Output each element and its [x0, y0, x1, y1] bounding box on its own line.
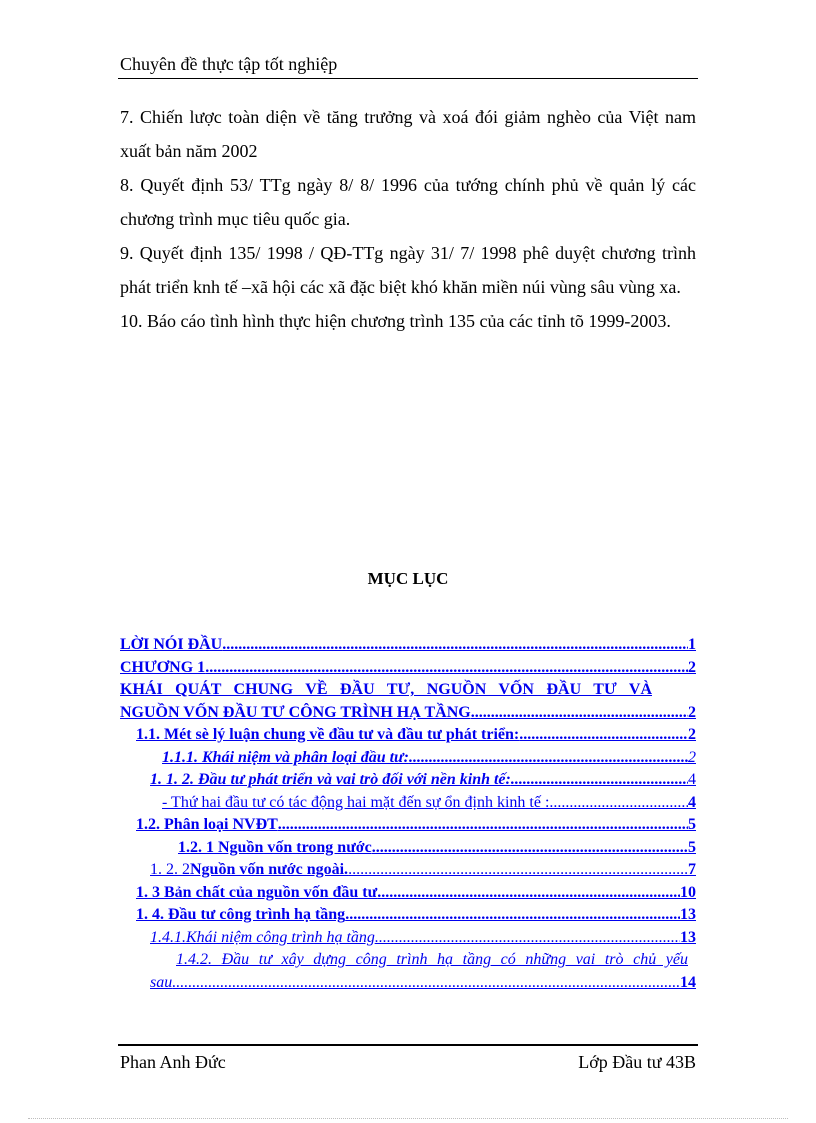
footer-rule: [118, 1044, 698, 1046]
toc-entry-1-4-1[interactable]: 1.4.1.Khái niệm công trình hạ tầng ..... 13: [120, 927, 696, 950]
toc-entry-1-4-2-line1[interactable]: 1.4.2. Đầu tư xây dựng công trình hạ tầng có những vai trò chủ yếu: [176, 951, 688, 968]
toc-title: MỤC LỤC: [367, 569, 449, 588]
reference-item: 8. Quyết định 53/ TTg ngày 8/ 8/ 1996 của tướng chính phủ về quản lý các chương trình mục tiêu quốc gia.: [120, 175, 696, 229]
toc-entry-thu-hai[interactable]: - Thứ hai đầu tư có tác động hai mặt đến sự ổn định kinh tế : ..... 4: [120, 792, 696, 815]
reference-list: [120, 100, 696, 338]
toc-entry-1-3[interactable]: 1. 3 Bản chất của nguồn vốn đầu tư ..... 10: [120, 882, 696, 905]
toc-entry-1-4[interactable]: 1. 4. Đầu tư công trình hạ tầng ..... 13: [120, 904, 696, 927]
reference-item: 9. Quyết định 135/ 1998 / QĐ-TTg ngày 31/ 7/ 1998 phê duyệt chương trình phát triển knh tế –xã hội các xã đặc biệt khó khăn miền núi vùng sâu vùng xa.: [120, 243, 696, 297]
toc-entry-khai-quat-line1[interactable]: KHÁI QUÁT CHUNG VỀ ĐẦU TƯ, NGUỒN VỐN ĐẦU TƯ VÀ: [120, 681, 652, 698]
footer-class: Lớp Đầu tư 43B: [578, 1052, 696, 1072]
toc-entry-khai-quat[interactable]: NGUỒN VỐN ĐẦU TƯ CÔNG TRÌNH HẠ TẦNG ..... 2: [120, 702, 696, 725]
toc-entry-chuong-1[interactable]: CHƯƠNG 1 ..... 2: [120, 657, 696, 680]
reference-item: 10. Báo cáo tình hình thực hiện chương trình 135 của các tỉnh tõ 1999-2003.: [120, 311, 671, 331]
toc-entry-1-4-2[interactable]: sau ..... 14: [120, 972, 696, 995]
toc-entry-loi-noi-dau[interactable]: LỜI NÓI ĐẦU ..... 1: [120, 634, 696, 657]
footer-author: Phan Anh Đức: [120, 1052, 226, 1072]
header-rule: [118, 78, 698, 79]
page-edge: [28, 1118, 788, 1119]
toc-entry-1-1-2[interactable]: 1. 1. 2. Đầu tư phát triển và vai trò đối với nền kinh tế: ..... 4: [120, 769, 696, 792]
toc-entry-1-2[interactable]: 1.2. Phân loại NVĐT ..... 5: [120, 814, 696, 837]
toc-entry-1-2-1[interactable]: 1.2. 1 Nguồn vốn trong nước ..... 5: [120, 837, 696, 860]
header-title: Chuyên đề thực tập tốt nghiệp: [120, 54, 338, 74]
toc-entry-1-1[interactable]: 1.1. Mét sè lý luận chung về đầu tư và đầu tư phát triển: ..... 2: [120, 724, 696, 747]
toc-entry-1-1-1[interactable]: 1.1.1. Khái niệm và phân loại đầu tư: ..... 2: [120, 747, 696, 770]
table-of-contents: [120, 634, 696, 994]
reference-item: 7. Chiến lược toàn diện về tăng trưởng và xoá đói giảm nghèo của Việt nam xuất bản năm 2002: [120, 107, 696, 161]
toc-entry-1-2-2[interactable]: 1. 2. 2 Nguồn vốn nước ngoài. ..... 7: [120, 859, 696, 882]
